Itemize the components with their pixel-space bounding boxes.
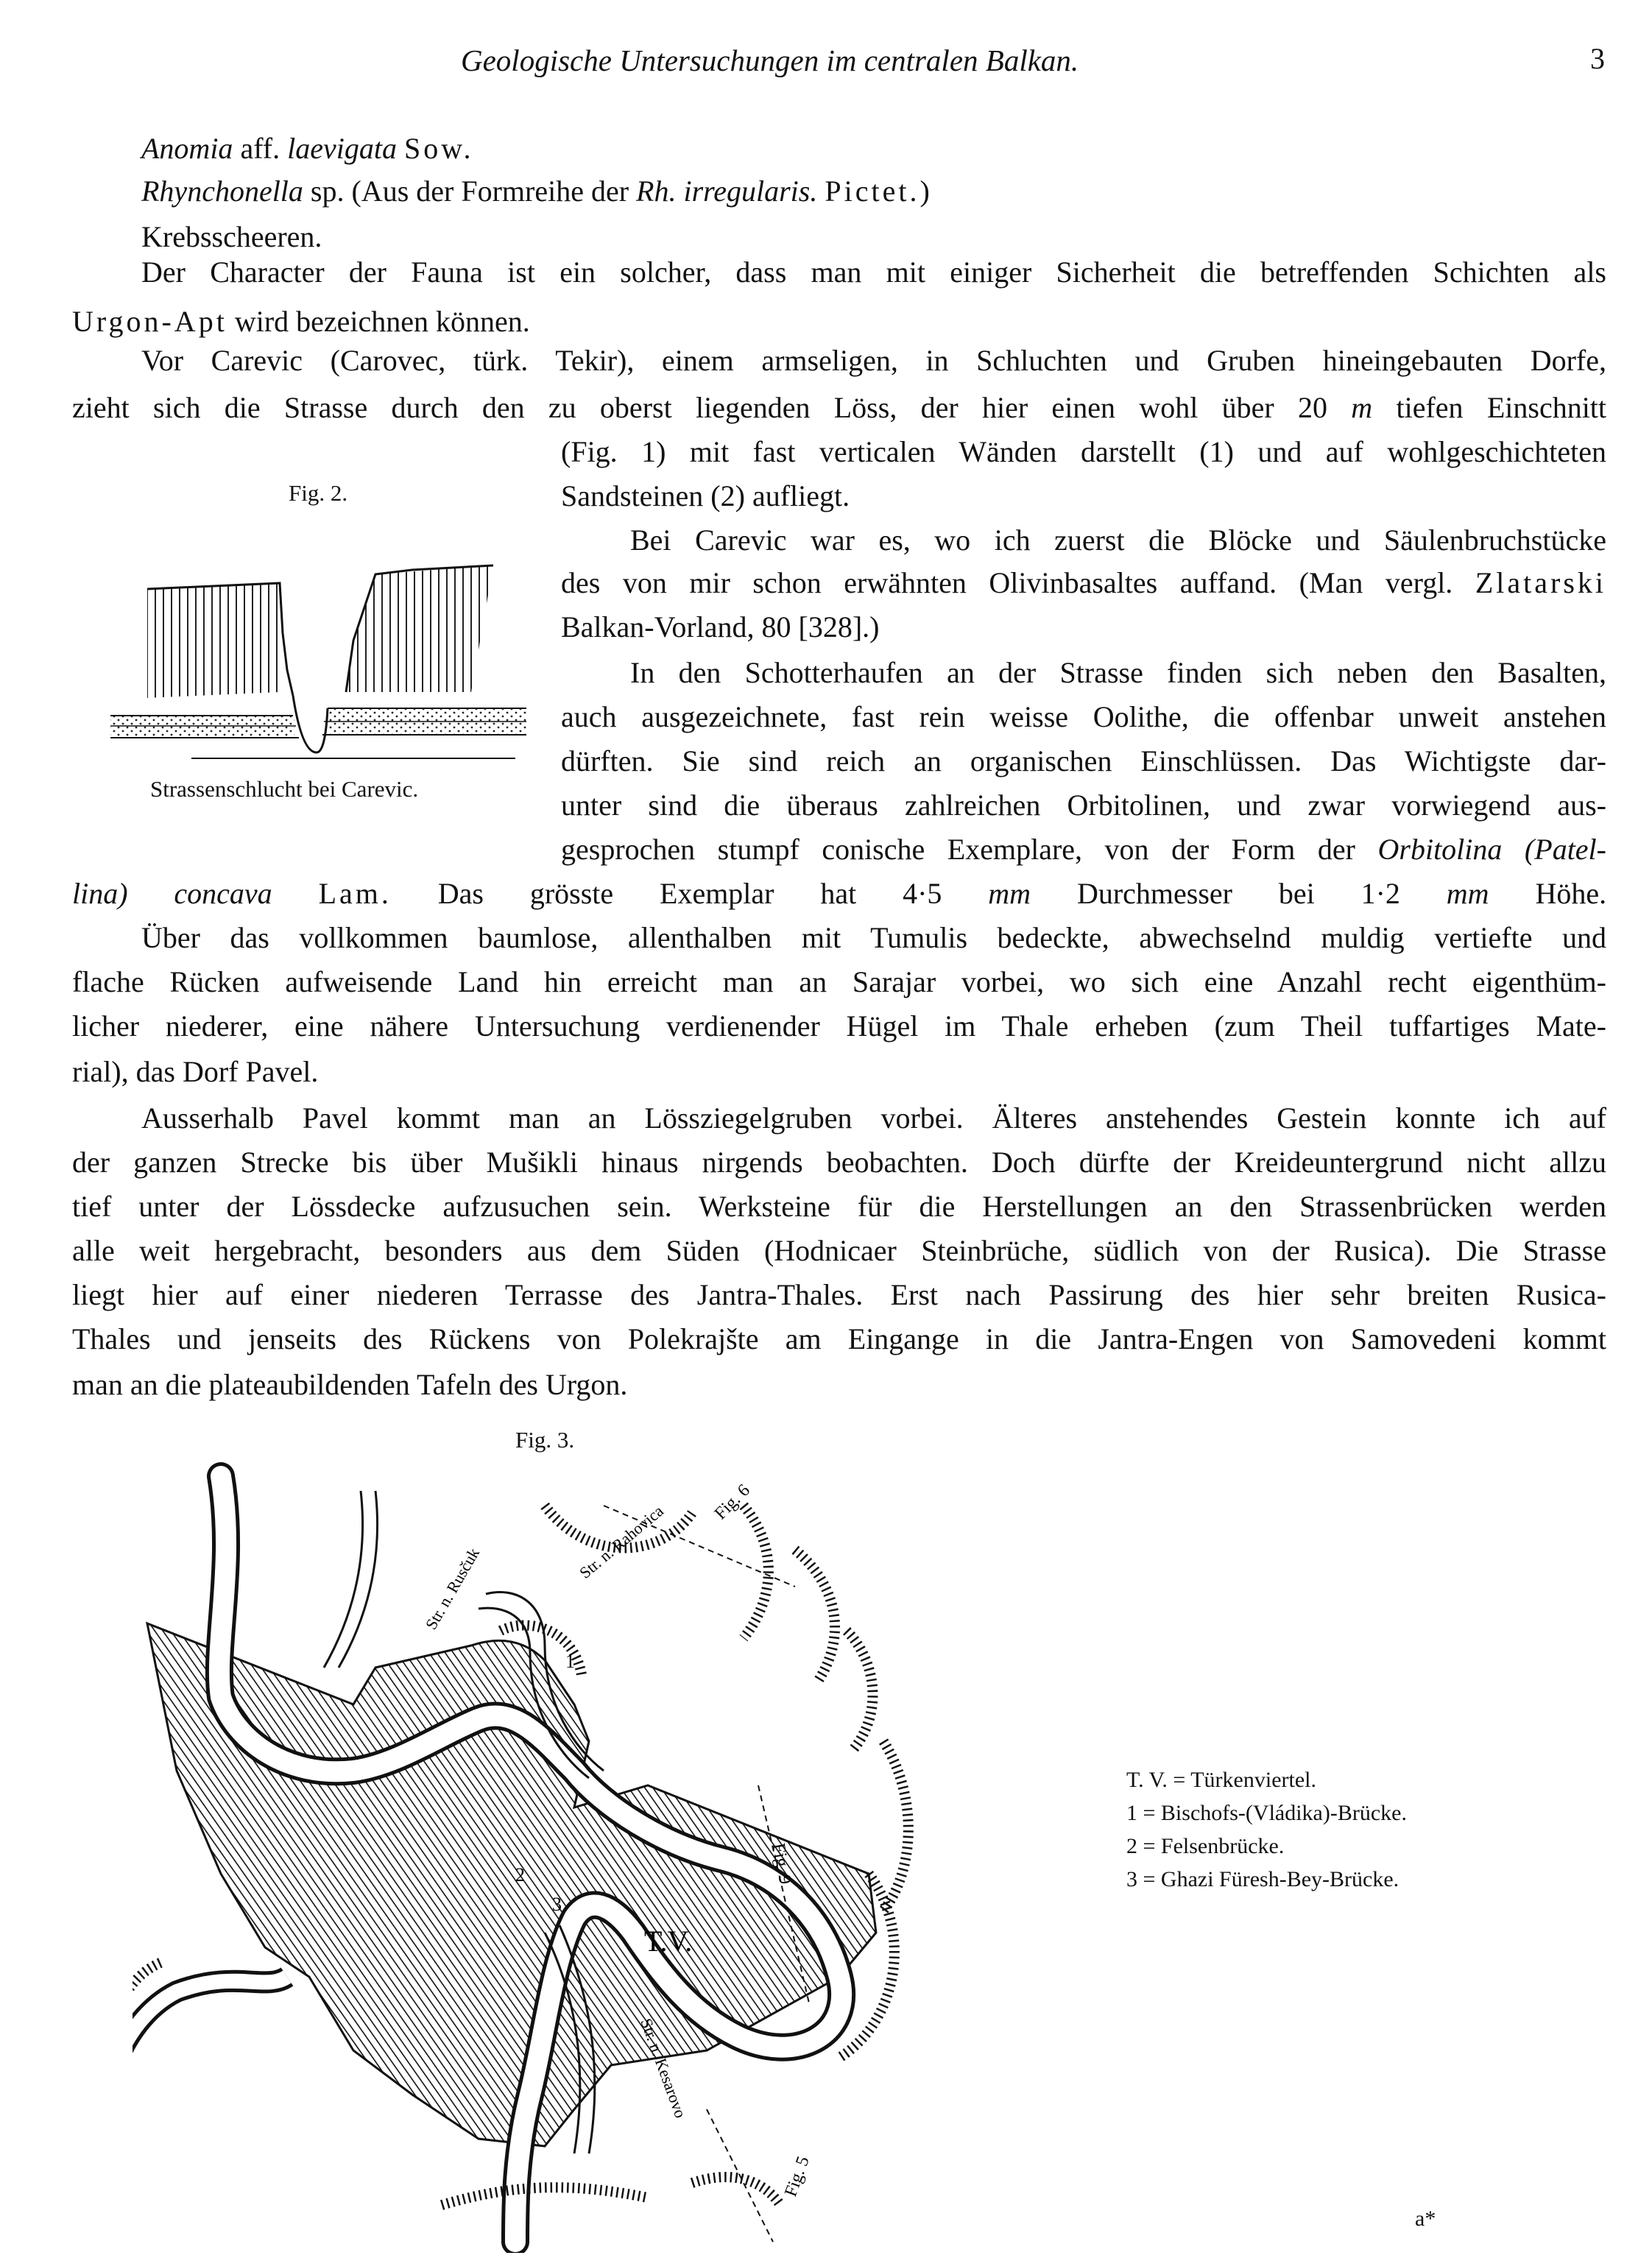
town-label-tv: T.V. — [644, 1925, 693, 1958]
road-label-kesarovo: Str. n. Kesarovo — [637, 2016, 691, 2120]
paragraph-line: Balkan-Vorland, 80 [328].) — [561, 610, 880, 643]
text-span: tiefen Einschnitt — [1396, 391, 1607, 424]
bridge-label-2: 2 — [515, 1864, 525, 1886]
legend-item: 3 = Ghazi Füresh-Bey-Brücke. — [1126, 1867, 1399, 1891]
figure-2-label: Fig. 2. — [289, 480, 348, 506]
paragraph-line: Der Character der Fauna ist ein solcher, dass man mit einiger Sicherheit die betreffenden Schichten als — [141, 255, 1606, 289]
paragraph-line: Ausserhalb Pavel kommt man an Lössziegelgruben vorbei. Älteres anstehendes Gestein konnte ich auf — [141, 1101, 1606, 1135]
fauna-item-anomia — [141, 131, 474, 166]
text-span: zieht sich die Strasse durch den zu oberst liegenden Löss, der hier einen wohl über 20 — [72, 391, 1327, 424]
paragraph-line: Vor Carevic (Carovec, türk. Tekir), einem armseligen, in Schluchten und Gruben hineingebauten Dorfe, — [141, 344, 1606, 377]
paragraph-line: liegt hier auf einer niederen Terrasse des Jantra-Thales. Erst nach Passirung des hier sehr breiten Rusica- — [72, 1278, 1606, 1311]
running-title: Geologische Untersuchungen im centralen Balkan. — [461, 43, 1079, 77]
text-span: sp. (Aus der Formreihe der — [310, 174, 629, 208]
paragraph-line: Thales und jenseits des Rückens von Polekrajšte am Eingange in die Jantra-Engen von Samovedeni kommt — [72, 1322, 1606, 1355]
author-name: Zlatarski — [1475, 566, 1607, 599]
bridge-label-1: 1 — [565, 1651, 575, 1672]
text-span: des von mir schon erwähnten Olivinbasaltes auffand. (Man vergl. — [561, 566, 1453, 599]
author-name: Sow. — [403, 132, 474, 165]
paragraph-line: Über das vollkommen baumlose, allenthalben mit Tumulis bedeckte, abwechselnd muldig vertiefte und — [141, 921, 1606, 954]
paragraph-line: der ganzen Strecke bis über Mušikli hinaus nirgends beobachten. Doch dürfte der Kreideuntergrund nicht allzu — [72, 1146, 1606, 1179]
text-span: Durchmesser bei 1·2 — [1076, 877, 1400, 910]
text-span: Das grösste Exemplar hat 4·5 — [437, 877, 942, 910]
legend-item: 2 = Felsenbrücke. — [1126, 1834, 1285, 1858]
text-span: gesprochen stumpf conische Exemplare, von der Form der — [561, 833, 1355, 866]
genus-name: Anomia — [141, 132, 233, 165]
section-label-fig9: Fig. 9 — [769, 1841, 795, 1886]
author-name: Lam. — [318, 877, 392, 910]
tributary-river — [133, 1977, 287, 2198]
signature-mark: a* — [1415, 2207, 1436, 2231]
unit: mm — [988, 877, 1031, 910]
fauna-item-rhynchonella — [141, 174, 933, 209]
paragraph-line — [72, 876, 1606, 911]
genus-name: Rhynchonella — [141, 174, 303, 208]
paragraph-line: dürften. Sie sind reich an organischen Einschlüssen. Das Wichtigste dar- — [561, 744, 1606, 777]
text-span: wird bezeichnen können. — [234, 305, 530, 338]
figure-2-ravine-sketch — [103, 545, 530, 766]
legend-item: T. V. = Türkenviertel. — [1126, 1768, 1316, 1792]
paragraph-line: Bei Carevic war es, wo ich zuerst die Blöcke und Säulenbruchstücke — [630, 523, 1606, 557]
road-label-rahovica: Str. n. Rahovica — [576, 1501, 667, 1582]
map-legend — [1126, 1763, 1407, 1896]
paragraph-line — [72, 390, 1606, 426]
paragraph-line — [72, 304, 530, 339]
figure-3-map — [133, 1461, 1075, 2253]
road-label-rusnak: Str. n. Rusčuk — [421, 1545, 484, 1633]
paragraph-line — [561, 565, 1606, 601]
bridge-label-3: 3 — [552, 1894, 562, 1915]
author-name: Pictet.) — [825, 174, 933, 208]
paragraph-line: auch ausgezeichnete, fast rein weisse Oolithe, die offenbar unweit anstehen — [561, 700, 1606, 733]
paragraph-line: alle weit hergebracht, besonders aus dem Süden (Hodnicaer Steinbrüche, südlich von der Rusica). Die Strasse — [72, 1234, 1606, 1267]
text-span: aff. — [240, 132, 280, 165]
paragraph-line: rial), das Dorf Pavel. — [72, 1055, 319, 1088]
fauna-item-krebsscheeren: Krebsscheeren. — [141, 220, 322, 253]
page-number: 3 — [1590, 42, 1605, 75]
paragraph-line: (Fig. 1) mit fast verticalen Wänden darstellt (1) und auf wohlgeschichteten — [561, 435, 1606, 468]
paragraph-line — [561, 832, 1606, 867]
species-name: lina) concava — [72, 877, 272, 910]
paragraph-line: unter sind die überaus zahlreichen Orbitolinen, und zwar vorwiegend aus- — [561, 789, 1606, 822]
figure-3-label: Fig. 3. — [515, 1427, 575, 1453]
paragraph-line: man an die plateaubildenden Tafeln des Urgon. — [72, 1368, 628, 1401]
figure-2-caption: Strassenschlucht bei Carevic. — [150, 776, 419, 802]
paragraph-line: licher niederer, eine nähere Untersuchung verdienender Hügel im Thale erheben (zum Theil tuffartiges Mate- — [72, 1009, 1606, 1043]
stage-name: Urgon-Apt — [72, 305, 227, 338]
text-span: Höhe. — [1535, 877, 1607, 910]
legend-item: 1 = Bischofs-(Vládika)-Brücke. — [1126, 1801, 1407, 1825]
section-label-fig5: Fig. 5 — [781, 2154, 813, 2200]
unit: m — [1351, 391, 1373, 424]
paragraph-line: Sandsteinen (2) aufliegt. — [561, 479, 850, 512]
paragraph-line: tief unter der Lössdecke aufzusuchen sein. Werksteine für die Herstellungen an den Strassenbrücken werden — [72, 1190, 1606, 1223]
species-name: Orbitolina (Patel- — [1377, 833, 1606, 866]
section-label-fig6: Fig. 6 — [710, 1481, 754, 1524]
species-name: Rh. irregularis. — [636, 174, 818, 208]
paragraph-line: In den Schotterhaufen an der Strasse finden sich neben den Basalten, — [630, 656, 1606, 689]
paragraph-line: flache Rücken aufweisende Land hin erreicht man an Sarajar vorbei, wo sich eine Anzahl recht eigenthüm- — [72, 965, 1606, 998]
species-name: laevigata — [287, 132, 397, 165]
unit: mm — [1446, 877, 1489, 910]
